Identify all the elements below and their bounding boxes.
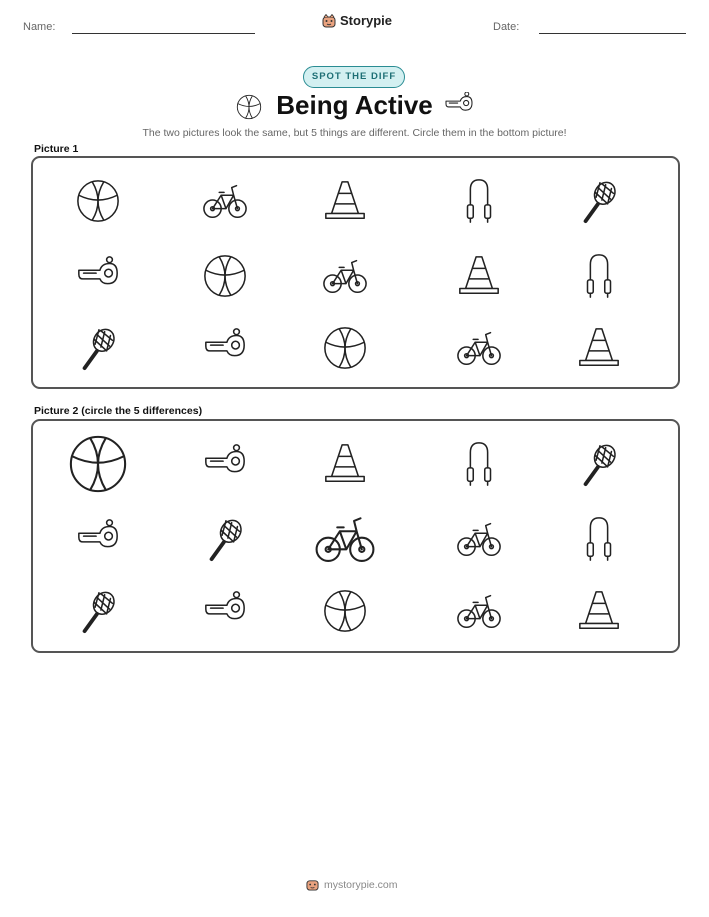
storypie-logo: [322, 13, 392, 28]
beach-ball-icon[interactable]: [67, 433, 129, 495]
jump-rope-icon[interactable]: [576, 516, 622, 562]
instructions: The two pictures look the same, but 5 things are different. Circle them in the bottom picture!: [142, 127, 567, 139]
tennis-racket-icon: [576, 178, 622, 224]
bicycle-icon: [202, 178, 248, 224]
picture-1-label: Picture 1: [34, 143, 79, 155]
traffic-cone-icon: [576, 325, 622, 371]
jump-rope-icon[interactable]: [456, 441, 502, 487]
whistle-icon[interactable]: [75, 516, 121, 562]
storypie-mascot-icon: [322, 14, 336, 28]
whistle-icon: [202, 325, 248, 371]
jump-rope-icon: [576, 253, 622, 299]
bicycle-icon[interactable]: [456, 516, 502, 562]
beach-ball-icon[interactable]: [322, 588, 368, 634]
whistle-icon[interactable]: [202, 588, 248, 634]
spot-the-diff-badge: SPOT THE DIFF: [303, 66, 405, 88]
picture-2-label: Picture 2 (circle the 5 differences): [34, 405, 203, 417]
bicycle-icon[interactable]: [314, 508, 376, 570]
beach-ball-icon: [75, 178, 121, 224]
page-title: Being Active: [276, 90, 433, 120]
date-label: Date:: [493, 21, 520, 33]
tennis-racket-icon[interactable]: [576, 441, 622, 487]
beach-ball-icon: [202, 253, 248, 299]
bicycle-icon: [322, 253, 368, 299]
picture-1-panel: [31, 156, 680, 389]
tennis-racket-icon: [75, 325, 121, 371]
name-field[interactable]: [72, 33, 255, 34]
footer-url: mystorypie.com: [324, 878, 398, 891]
traffic-cone-icon: [456, 253, 502, 299]
tennis-racket-icon[interactable]: [75, 588, 121, 634]
storypie-mascot-icon: [306, 878, 319, 891]
bicycle-icon: [456, 325, 502, 371]
traffic-cone-icon: [322, 178, 368, 224]
traffic-cone-icon[interactable]: [576, 588, 622, 634]
whistle-icon[interactable]: [202, 441, 248, 487]
traffic-cone-icon[interactable]: [322, 441, 368, 487]
brand-name: Storypie: [340, 13, 393, 28]
beach-ball-icon: [322, 325, 368, 371]
whistle-icon: [75, 253, 121, 299]
picture-2-panel[interactable]: [31, 419, 680, 653]
tennis-racket-icon[interactable]: [202, 516, 248, 562]
jump-rope-icon: [456, 178, 502, 224]
footer: [306, 878, 398, 891]
bicycle-icon[interactable]: [456, 588, 502, 634]
whistle-icon: [444, 92, 474, 118]
date-field[interactable]: [539, 33, 686, 34]
name-label: Name:: [23, 21, 56, 33]
